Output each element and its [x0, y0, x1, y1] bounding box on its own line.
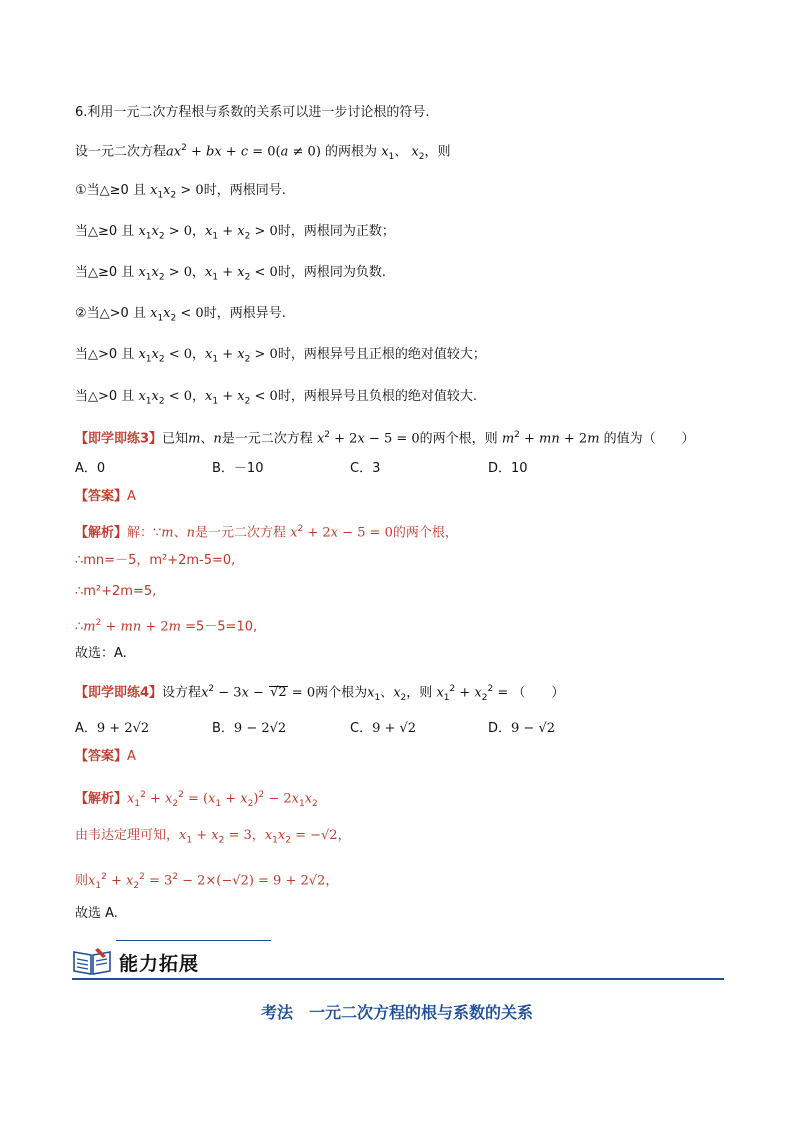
- ex4-question: 【即学即练4】设方程$x^2 - 3x - √2 = 0$两个根为$x_1$、$x_2$，则 $x_1^2 + x_2^2$ = （ ）: [75, 684, 565, 703]
- banner-rule: [72, 978, 724, 980]
- ex4-analysis-3: 则$x_1^2 + x_2^2 = 3^2 - 2\times(-√2) = 9 + 2√2$，: [75, 872, 339, 891]
- rule-3: 当△≥0 且 $x_1x_2 > 0$，$x_1 + x_2 < 0$时，两根同为负数.: [75, 265, 386, 283]
- ex3-analysis-1: 【解析】解：∵m、n是一元二次方程 $x^2 + 2x - 5 = 0$的两个根，: [75, 524, 458, 541]
- ex4-analysis-1: 【解析】$x_1^2 + x_2^2 = (x_1 + x_2)^2 - 2x_1x_2$: [75, 790, 318, 809]
- ex3-option-c: C．3: [350, 461, 381, 476]
- ex4-option-d: D．9 − √2: [488, 721, 555, 736]
- ex3-option-a: A．0: [75, 461, 106, 476]
- banner-title: 能力拓展: [119, 953, 200, 975]
- section-banner: [72, 940, 724, 980]
- rule-6: 当△>0 且 $x_1x_2 < 0$，$x_1 + x_2 < 0$时，两根异号且负根的绝对值较大.: [75, 389, 477, 407]
- intro-line-2: 设一元二次方程$ax^2$ + bx + c = 0(a ≠ 0) 的两根为 $x_1$、 $x_2$，则: [75, 143, 451, 162]
- ex4-answer: 【答案】A: [75, 749, 136, 764]
- open-book-icon: [72, 946, 112, 976]
- ex3-analysis-2: ∴mn=－5，m²+2m-5=0,: [75, 553, 236, 568]
- ex3-answer: 【答案】A: [75, 489, 136, 504]
- ex3-analysis-4: $\therefore m^2$ + mn + 2m =5－5=10,: [75, 618, 258, 635]
- rule-2: 当△≥0 且 $x_1x_2 > 0$，$x_1 + x_2 > 0$时，两根同为正数；: [75, 224, 395, 242]
- section-title: 考法 一元二次方程的根与系数的关系: [260, 1003, 533, 1022]
- rule-4: ②当△>0 且 $x_1x_2 < 0$时，两根异号.: [75, 306, 286, 324]
- ex3-question: 【即学即练3】已知m、n是一元二次方程 $x^2 + 2x - 5 = 0$的两个根，则 $m^2$ + mn + 2m 的值为（ ）: [75, 430, 695, 447]
- ex4-analysis-2: 由韦达定理可知，$x_1 + x_2 = 3$，$x_1x_2 = -√2$，: [75, 828, 351, 846]
- ex4-conclusion: 故选 A.: [75, 906, 118, 921]
- ex4-option-b: B．9 − 2√2: [212, 721, 287, 736]
- ex4-option-c: C．9 + √2: [350, 721, 417, 736]
- ex3-option-b: B．－10: [212, 461, 264, 476]
- rule-1: ①当△≥0 且 $x_1x_2 > 0$时，两根同号.: [75, 183, 286, 201]
- intro-line-1: 6.利用一元二次方程根与系数的关系可以进一步讨论根的符号.: [75, 105, 430, 120]
- ex3-conclusion: 故选：A.: [75, 646, 127, 661]
- ex3-option-d: D．10: [488, 461, 528, 476]
- ex4-option-a: A．9 + 2√2: [75, 721, 150, 736]
- ex3-analysis-3: ∴m²+2m=5,: [75, 584, 157, 599]
- banner-top-rule: [116, 940, 271, 941]
- rule-5: 当△>0 且 $x_1x_2 < 0$，$x_1 + x_2 > 0$时，两根异号且正根的绝对值较大；: [75, 347, 486, 365]
